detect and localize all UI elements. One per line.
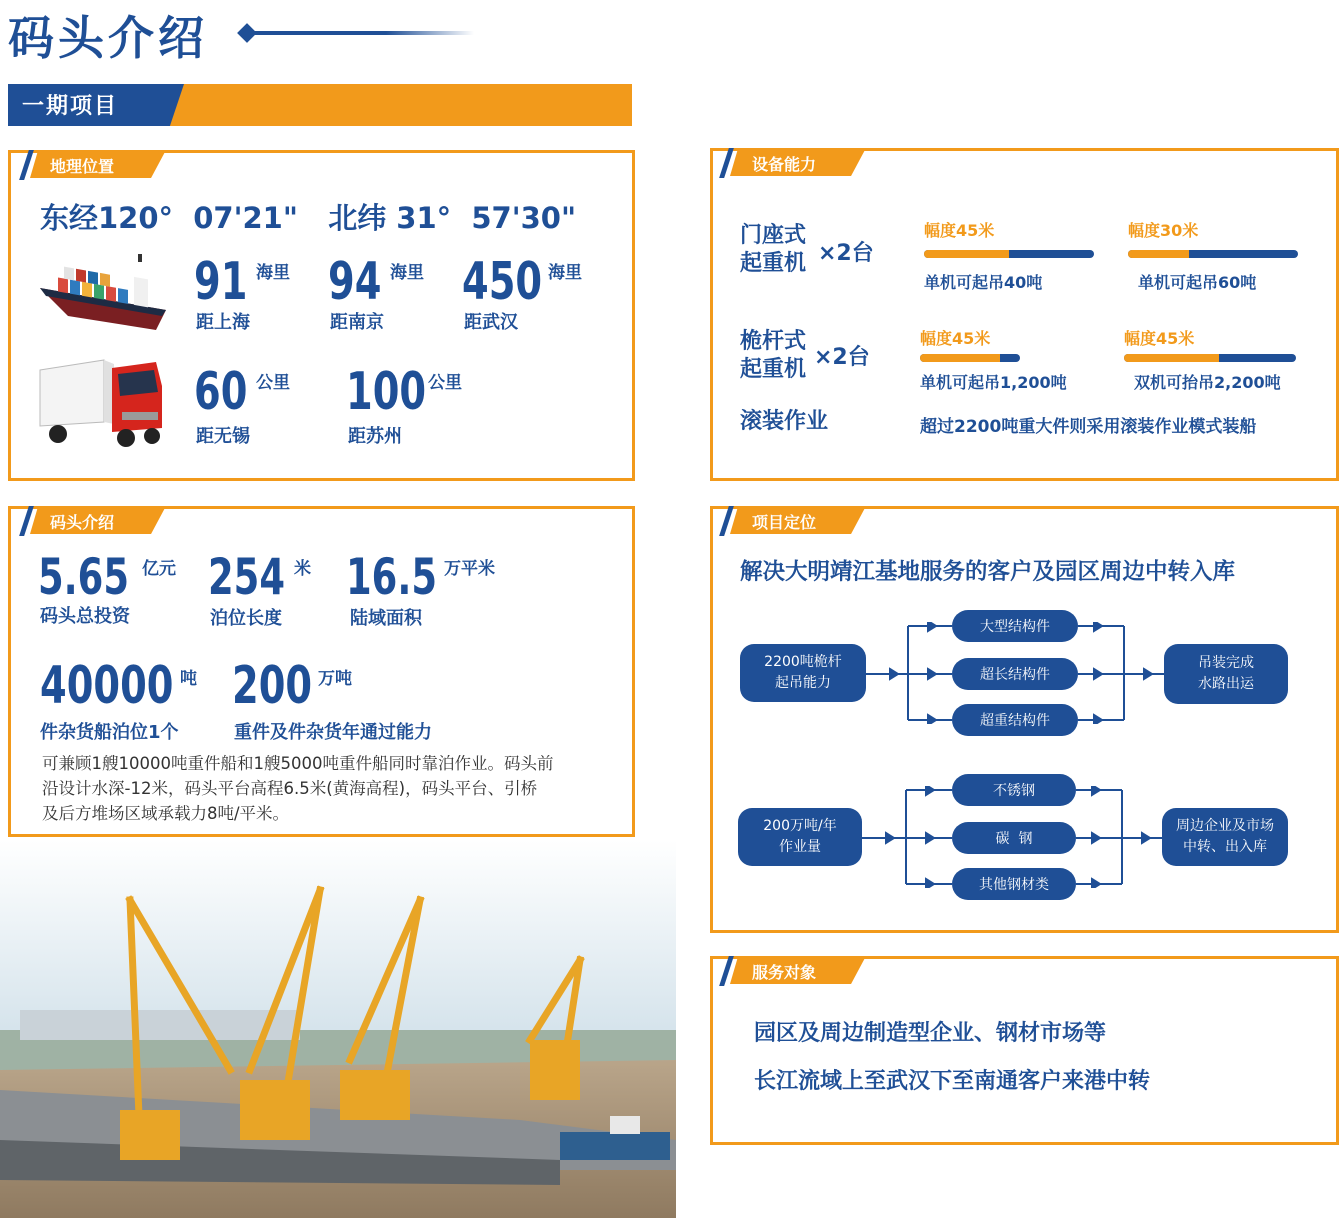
- flow1-source-line1: 2200吨桅杆: [764, 654, 842, 670]
- mast-crane-name-line2: 起重机: [740, 357, 807, 382]
- flow1-item-long-structure: 超长结构件: [952, 658, 1078, 690]
- flow1-target-node: [1164, 644, 1288, 704]
- mast-bar2-label: 幅度45米: [1124, 329, 1195, 348]
- flow1-item-large-structure: 大型结构件: [952, 610, 1078, 642]
- dist-nanjing-unit: 海里: [390, 263, 424, 283]
- berth-tonnage-label: 件杂货船泊位1个: [40, 722, 179, 743]
- dist-wuxi-label: 距无锡: [196, 426, 250, 447]
- flow1-source-line2: 起吊能力: [775, 675, 831, 691]
- flow2-source-node: [738, 808, 862, 866]
- positioning-tab-label: 项目定位: [752, 513, 817, 532]
- portal-crane-name-line1: 门座式: [740, 223, 807, 248]
- portal-bar1-fill: [924, 250, 1009, 258]
- mast-bar2-caption: 双机可抬吊2,200吨: [1134, 373, 1281, 392]
- flow2-item-other-steel: 其他钢材类: [952, 868, 1076, 900]
- phase-label: 一期项目: [22, 94, 119, 119]
- dist-wuhan-value: 450: [462, 252, 543, 312]
- berth-length-unit: 米: [294, 559, 311, 579]
- land-area-value: 16.5: [346, 548, 438, 606]
- portal-crane-name-line2: 起重机: [740, 251, 807, 276]
- mast-crane-count: ×2台: [814, 345, 870, 370]
- investment-value: 5.65: [38, 548, 130, 606]
- land-area-label: 陆域面积: [350, 608, 422, 629]
- throughput-unit: 万吨: [318, 669, 352, 689]
- flow2-source-line1: 200万吨/年: [763, 818, 837, 834]
- berth-tonnage-unit: 吨: [180, 669, 197, 689]
- dist-nanjing-value: 94: [328, 252, 382, 312]
- dist-suzhou-value: 100: [346, 362, 427, 422]
- coordinates: 东经120° 07'21" 北纬 31° 57'30": [40, 201, 577, 235]
- port-cranes-photo: [0, 840, 676, 1218]
- roro-name: 滚装作业: [740, 409, 829, 434]
- flow2-target-line2: 中转、出入库: [1183, 839, 1267, 855]
- berth-tonnage-value: 40000: [40, 656, 174, 716]
- dock-description-line2: 沿设计水深-12米，码头平台高程6.5米(黄海高程)，码头平台、引桥: [42, 779, 538, 798]
- dist-shanghai-value: 91: [194, 252, 248, 312]
- mast-bar2: [1124, 354, 1296, 362]
- flow2-target-node: [1162, 808, 1288, 866]
- portal-crane-count: ×2台: [818, 241, 874, 266]
- flow2-item-carbon-steel: 碳 钢: [952, 822, 1076, 854]
- mast-bar1-label: 幅度45米: [920, 329, 991, 348]
- throughput-value: 200: [232, 656, 313, 716]
- dock-description-line3: 及后方堆场区域承载力8吨/平米。: [42, 804, 290, 823]
- land-area-unit: 万平米: [444, 559, 495, 579]
- dist-wuxi-unit: 公里: [256, 373, 290, 393]
- flow1-target-line1: 吊装完成: [1198, 655, 1254, 671]
- portal-bar1-caption: 单机可起吊40吨: [924, 273, 1043, 292]
- flow2-source-line2: 作业量: [779, 839, 821, 855]
- service-line2: 长江流域上至武汉下至南通客户来港中转: [754, 1069, 1151, 1094]
- portal-bar2-label: 幅度30米: [1128, 221, 1199, 240]
- mast-bar1-fill: [920, 354, 1000, 362]
- service-line1: 园区及周边制造型企业、钢材市场等: [754, 1021, 1107, 1046]
- mast-bar1-caption: 单机可起吊1,200吨: [920, 373, 1067, 392]
- flow1-target-line2: 水路出运: [1198, 676, 1254, 692]
- portal-bar2-caption: 单机可起吊60吨: [1138, 273, 1257, 292]
- flow2-target-line1: 周边企业及市场: [1176, 818, 1274, 834]
- mast-crane-name-line1: 桅杆式: [740, 329, 807, 354]
- dist-wuxi-value: 60: [194, 362, 248, 422]
- service-tab-label: 服务对象: [752, 963, 817, 982]
- investment-unit: 亿元: [142, 559, 176, 579]
- dist-shanghai-label: 距上海: [196, 312, 250, 333]
- truck-icon: [38, 356, 164, 448]
- page-title: 码头介绍: [8, 11, 208, 65]
- portal-bar2-fill: [1128, 250, 1189, 258]
- positioning-headline: 解决大明靖江基地服务的客户及园区周边中转入库: [740, 559, 1236, 585]
- throughput-label: 重件及件杂货年通过能力: [234, 722, 432, 743]
- flow2-item-stainless-steel: 不锈钢: [952, 774, 1076, 806]
- dist-suzhou-label: 距苏州: [348, 426, 402, 447]
- mast-bar1: [920, 354, 1020, 362]
- dist-suzhou-unit: 公里: [428, 373, 462, 393]
- dist-wuhan-label: 距武汉: [464, 312, 518, 333]
- berth-length-value: 254: [208, 548, 286, 606]
- dock-description-line1: 可兼顾1艘10000吨重件船和1艘5000吨重件船同时靠泊作业。码头前: [42, 754, 554, 773]
- mast-bar2-fill: [1124, 354, 1219, 362]
- dist-shanghai-unit: 海里: [256, 263, 290, 283]
- dock-tab-label: 码头介绍: [50, 513, 115, 532]
- dist-nanjing-label: 距南京: [330, 312, 384, 333]
- roro-description: 超过2200吨重大件则采用滚装作业模式装船: [920, 417, 1257, 437]
- title-line-decoration: [254, 31, 474, 35]
- dist-wuhan-unit: 海里: [548, 263, 582, 283]
- portal-bar2: [1128, 250, 1298, 258]
- berth-length-label: 泊位长度: [210, 608, 282, 629]
- equipment-tab-label: 设备能力: [752, 155, 817, 174]
- cargo-ship-icon: [38, 250, 168, 332]
- portal-bar1: [924, 250, 1094, 258]
- portal-bar1-label: 幅度45米: [924, 221, 995, 240]
- geo-tab-label: 地理位置: [50, 157, 115, 176]
- investment-label: 码头总投资: [40, 606, 130, 627]
- service-panel: [710, 956, 1339, 1145]
- flow1-item-heavy-structure: 超重结构件: [952, 704, 1078, 736]
- flow1-source-node: [740, 644, 866, 702]
